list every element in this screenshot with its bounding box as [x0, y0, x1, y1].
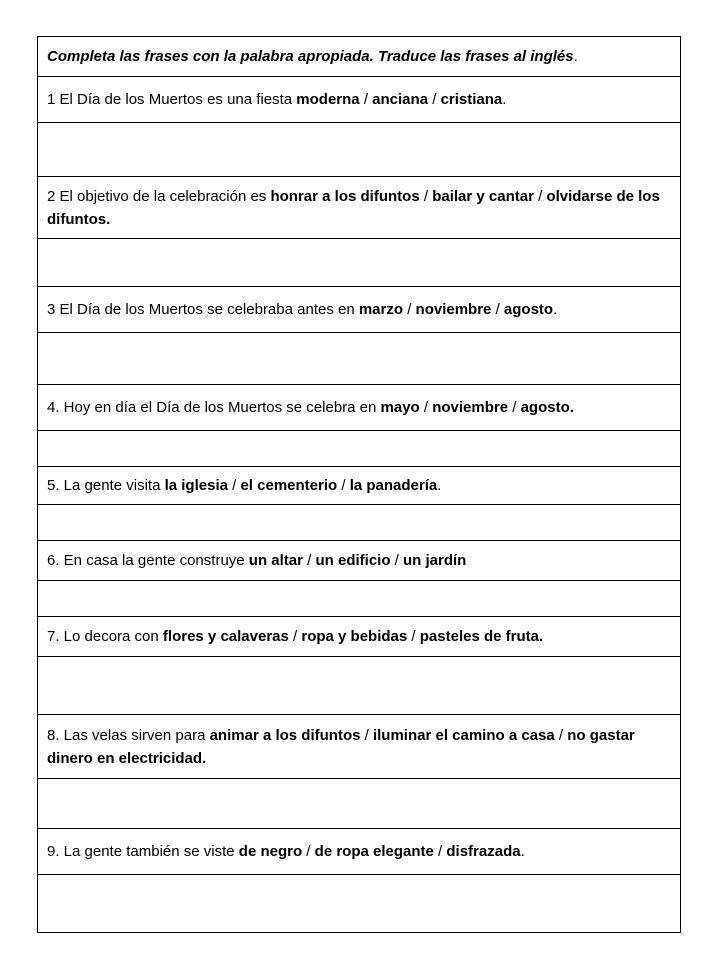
option-3: olvidarse de los difuntos. [47, 187, 660, 228]
question-prefix: 4. Hoy en día el Día de los Muertos se celebra en [47, 399, 381, 416]
question-row-7 [38, 617, 681, 657]
answer-row-6[interactable] [38, 581, 681, 617]
question-cell [38, 385, 681, 431]
option-1: marzo [358, 301, 404, 318]
option-separator: / [419, 399, 433, 416]
option-3: un jardín [403, 552, 467, 569]
option-3: agosto. [520, 399, 574, 416]
question-cell [38, 467, 681, 505]
question-prefix: 8. Las velas sirven para [47, 726, 210, 744]
option-3: disfrazada [446, 843, 521, 860]
option-separator: / [337, 477, 350, 494]
answer-cell[interactable] [38, 431, 681, 467]
question-prefix: 9. La gente también se viste [47, 843, 239, 860]
question-suffix: . [437, 477, 442, 494]
question-row-6 [38, 541, 681, 581]
option-separator: / [533, 187, 547, 205]
instructions-cell [38, 37, 681, 77]
instructions-text: Completa las frases con la palabra apropiada. Traduce las frases al inglés [47, 48, 574, 65]
question-cell [38, 617, 681, 657]
answer-cell[interactable] [38, 333, 681, 385]
question-suffix: . [553, 301, 558, 318]
question-row-8 [38, 715, 681, 779]
answer-cell[interactable] [38, 123, 681, 177]
option-separator: / [419, 187, 433, 205]
option-3: agosto [503, 301, 554, 318]
option-separator: / [403, 301, 416, 318]
question-row-4 [38, 385, 681, 431]
question-row-1 [38, 77, 681, 123]
answer-row-9[interactable] [38, 875, 681, 933]
question-prefix: 2 El objetivo de la celebración es [47, 187, 271, 205]
option-separator: / [227, 477, 241, 494]
option-1: moderna [296, 91, 360, 108]
answer-row-5[interactable] [38, 505, 681, 541]
option-1: de negro [238, 843, 303, 860]
instructions-row [38, 37, 681, 77]
question-cell [38, 287, 681, 333]
worksheet-table [37, 36, 681, 933]
question-row-9 [38, 829, 681, 875]
answer-row-8[interactable] [38, 779, 681, 829]
option-separator: / [302, 552, 316, 569]
option-1: mayo [380, 399, 420, 416]
question-row-3 [38, 287, 681, 333]
question-cell [38, 715, 681, 779]
question-cell [38, 177, 681, 239]
option-separator: / [360, 726, 373, 744]
question-row-2 [38, 177, 681, 239]
option-2: noviembre [415, 301, 492, 318]
answer-cell[interactable] [38, 505, 681, 541]
option-separator: / [407, 628, 420, 645]
question-cell [38, 77, 681, 123]
question-prefix: 3 El Día de los Muertos se celebraba antes en [47, 301, 359, 318]
answer-cell[interactable] [38, 657, 681, 715]
option-2: noviembre [432, 399, 509, 416]
option-2: un edificio [315, 552, 391, 569]
question-cell [38, 829, 681, 875]
option-1: flores y calaveras [162, 628, 289, 645]
option-3: pasteles de fruta. [419, 628, 544, 645]
option-2: bailar y cantar [432, 187, 534, 205]
option-separator: / [491, 301, 504, 318]
option-2: de ropa elegante [314, 843, 434, 860]
answer-row-2[interactable] [38, 239, 681, 287]
option-3: cristiana [440, 91, 503, 108]
question-prefix: 6. En casa la gente construye [47, 552, 249, 569]
option-separator: / [288, 628, 302, 645]
question-prefix: 7. Lo decora con [47, 628, 163, 645]
question-suffix: . [502, 91, 507, 108]
instructions-end: . [573, 48, 578, 65]
answer-row-3[interactable] [38, 333, 681, 385]
answer-row-7[interactable] [38, 657, 681, 715]
option-separator: / [359, 91, 373, 108]
option-separator: / [433, 843, 447, 860]
option-1: honrar a los difuntos [270, 187, 420, 205]
option-2: anciana [372, 91, 429, 108]
option-3: la panadería [349, 477, 438, 494]
question-prefix: 1 El Día de los Muertos es una fiesta [47, 91, 297, 108]
option-2: el cementerio [240, 477, 338, 494]
answer-cell[interactable] [38, 239, 681, 287]
option-3: no gastar dinero en electricidad. [47, 726, 635, 767]
option-1: animar a los difuntos [209, 726, 361, 744]
option-separator: / [390, 552, 404, 569]
option-separator: / [508, 399, 521, 416]
option-separator: / [302, 843, 315, 860]
question-cell [38, 541, 681, 581]
option-separator: / [554, 726, 568, 744]
option-1: un altar [248, 552, 303, 569]
option-separator: / [428, 91, 441, 108]
answer-cell[interactable] [38, 581, 681, 617]
answer-cell[interactable] [38, 875, 681, 933]
option-2: iluminar el camino a casa [372, 726, 555, 744]
option-2: ropa y bebidas [301, 628, 408, 645]
question-row-5 [38, 467, 681, 505]
question-suffix: . [520, 843, 525, 860]
answer-row-4[interactable] [38, 431, 681, 467]
answer-cell[interactable] [38, 779, 681, 829]
answer-row-1[interactable] [38, 123, 681, 177]
option-1: la iglesia [164, 477, 228, 494]
question-prefix: 5. La gente visita [47, 477, 165, 494]
